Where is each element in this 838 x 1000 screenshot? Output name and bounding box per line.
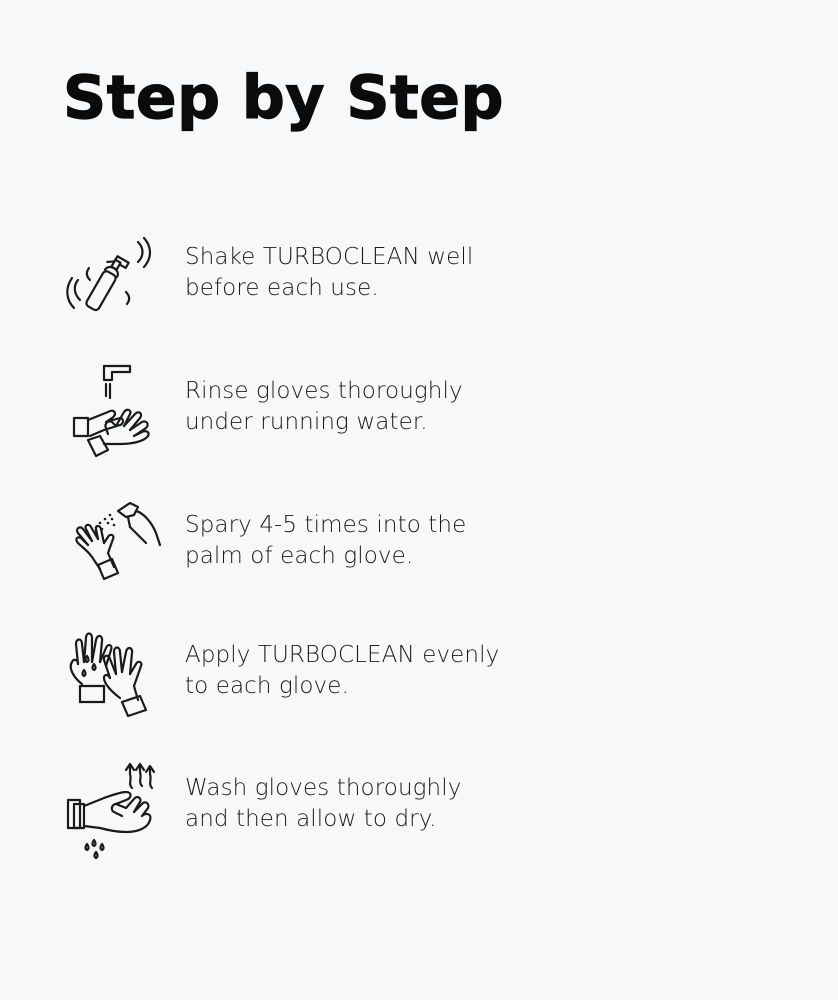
wash-and-dry-gloves-icon <box>60 760 160 860</box>
step-text-line: Spary 4-5 times into the <box>185 512 467 538</box>
step-text-line: and then allow to dry. <box>185 806 437 832</box>
step-text-line: Apply TURBOCLEAN evenly <box>185 642 500 668</box>
step-2-text <box>185 376 463 438</box>
step-text-line: Shake TURBOCLEAN well <box>185 244 474 270</box>
step-text-line: Rinse gloves thoroughly <box>185 378 463 404</box>
step-3-text <box>185 510 466 572</box>
step-text-line: palm of each glove. <box>185 543 414 569</box>
apply-gloves-icon <box>60 628 160 728</box>
step-5-text <box>185 773 461 835</box>
step-text-line: under running water. <box>185 409 428 435</box>
step-text-line: Wash gloves thoroughly <box>185 775 462 801</box>
page-title: Step by Step <box>63 63 504 133</box>
step-5 <box>60 760 580 870</box>
step-3 <box>60 497 580 607</box>
step-text-line: to each glove. <box>185 673 349 699</box>
step-4-text <box>185 640 499 702</box>
rinse-gloves-tap-icon <box>60 358 160 458</box>
step-text-line: before each use. <box>185 275 379 301</box>
step-1-text <box>185 242 473 304</box>
step-4 <box>60 628 580 738</box>
step-2 <box>60 358 580 468</box>
spray-bottle-shake-icon <box>60 232 160 332</box>
spray-into-glove-icon <box>60 497 160 597</box>
step-1 <box>60 232 580 342</box>
